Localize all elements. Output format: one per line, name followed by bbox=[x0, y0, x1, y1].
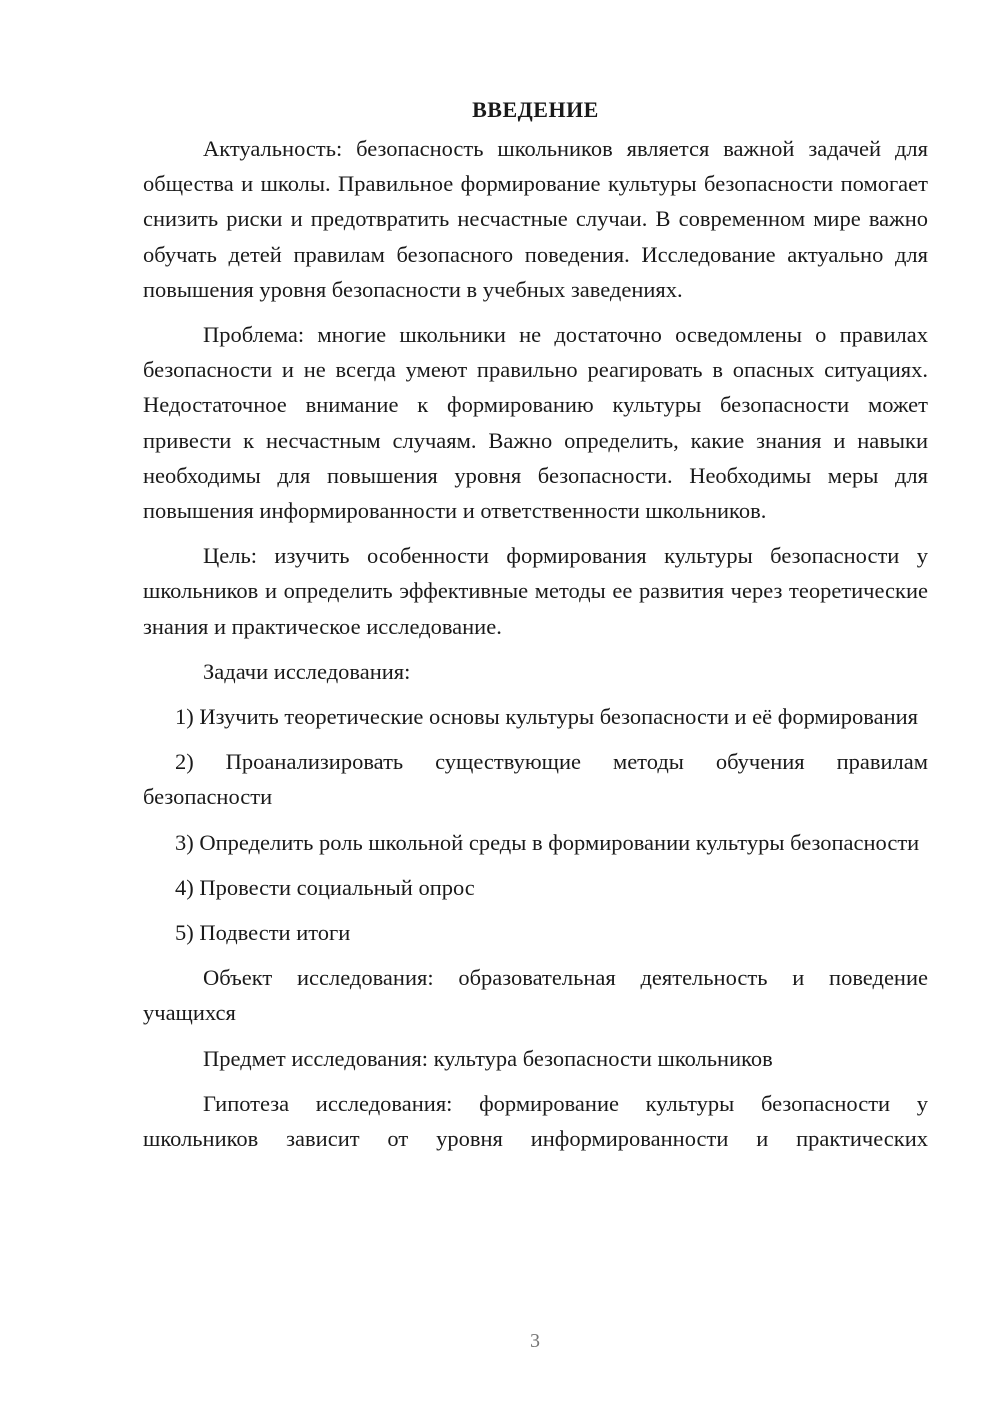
page-number: 3 bbox=[530, 1330, 540, 1352]
task-item-3: 3) Определить роль школьной среды в формировании культуры безопасности bbox=[175, 829, 920, 855]
page-content bbox=[143, 92, 928, 1166]
task-item-2: 2) Проанализировать существующие методы обучения правилам безопасности bbox=[143, 749, 928, 810]
paragraph-hypothesis: Гипотеза исследования: формирование культуры безопасности у школьников зависит от уровня информированности и практических bbox=[143, 1090, 928, 1152]
tasks-title: Задачи исследования: bbox=[203, 658, 411, 684]
paragraph-object: Объект исследования: образовательная деятельность и поведение учащихся bbox=[143, 965, 928, 1026]
task-item-1: 1) Изучить теоретические основы культуры безопасности и её формирования bbox=[175, 704, 919, 730]
task-item-4: 4) Провести социальный опрос bbox=[175, 874, 475, 900]
section-heading: ВВЕДЕНИЕ bbox=[472, 97, 599, 122]
paragraph-relevance: Актуальность: безопасность школьников является важной задачей для общества и школы. Правильное формирование культуры безопасности помогает снизить риски и предотвратить несчастные случаи. В современном мире важно обучать детей правилам безопасного поведения. Исследование актуально для повышения уровня безопасности в учебных заведениях. bbox=[143, 136, 928, 302]
paragraph-subject: Предмет исследования: культура безопасности школьников bbox=[203, 1045, 773, 1071]
task-item-5: 5) Подвести итоги bbox=[175, 920, 351, 946]
paragraph-problem: Проблема: многие школьники не достаточно осведомлены о правилах безопасности и не всегда умеют правильно реагировать в опасных ситуациях. Недостаточное внимание к формированию культуры безопасности может привести к несчастным случаям. Важно определить, какие знания и навыки необходимы для повышения уровня безопасности. Необходимы меры для повышения информированности и ответственности школьников. bbox=[143, 322, 928, 524]
paragraph-goal: Цель: изучить особенности формирования культуры безопасности у школьников и определить эффективные методы ее развития через теоретические знания и практическое исследование. bbox=[143, 543, 928, 639]
